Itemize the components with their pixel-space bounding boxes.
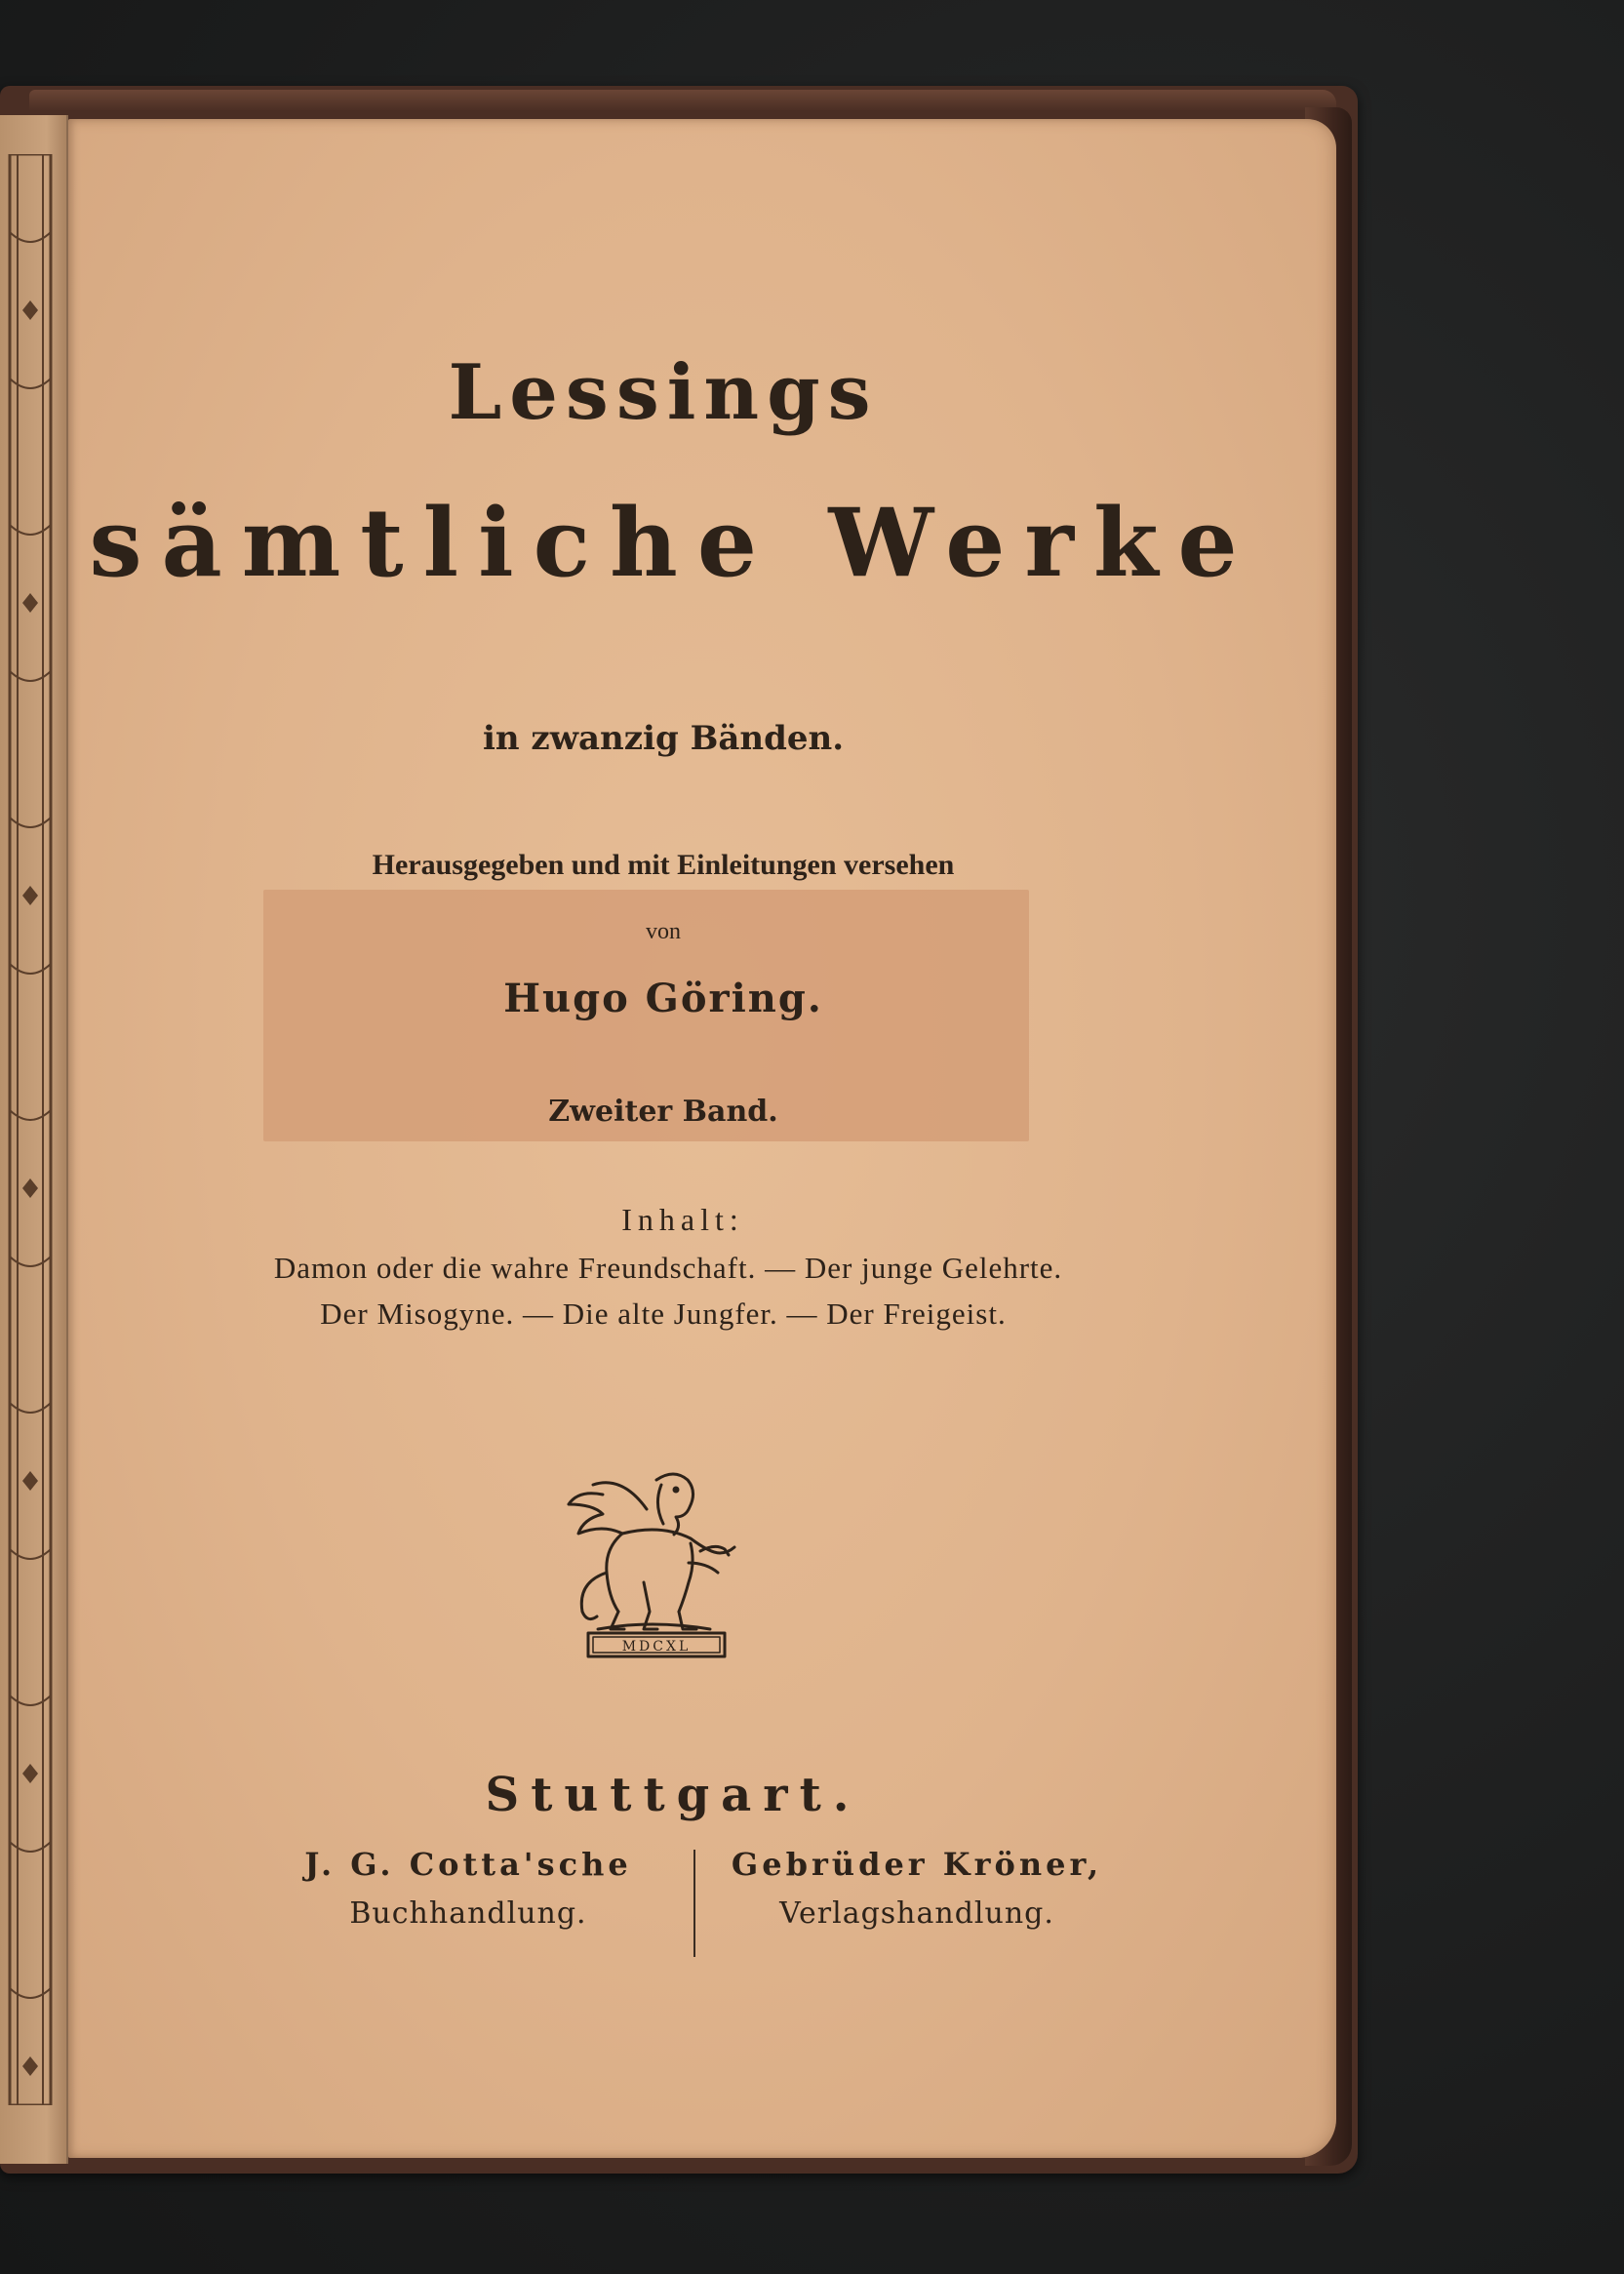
contents-line: Der Misogyne. — Die alte Jungfer. — Der Freigeist.: [320, 1297, 1007, 1331]
book-subtitle: in zwanzig Bänden.: [482, 719, 845, 758]
publisher-right-kind: Verlagshandlung.: [779, 1896, 1054, 1931]
publishers-block: [263, 1846, 1122, 1982]
book-title-main: sämtliche Werke: [89, 488, 1257, 598]
publication-place: Stuttgart.: [485, 1768, 861, 1822]
title-page: [68, 119, 1336, 2158]
publisher-left-kind: Buchhandlung.: [349, 1896, 587, 1931]
emblem-year: MDCXL: [621, 1639, 692, 1655]
contents-line: Damon oder die wahre Freundschaft. — Der junge Gelehrte.: [273, 1251, 1063, 1285]
editor-note: Herausgegeben und mit Einleitungen versehen: [372, 849, 955, 881]
publisher-left: [263, 1846, 673, 1931]
publisher-right-name: Gebrüder Kröner,: [731, 1846, 1103, 1883]
editor-by: von: [646, 919, 681, 944]
publisher-divider: [693, 1850, 695, 1957]
editor-name: Hugo Göring.: [503, 976, 823, 1021]
griffin-lion-emblem-icon: [564, 1465, 739, 1660]
contents-label: Inhalt:: [621, 1202, 744, 1237]
volume-label: Zweiter Band.: [548, 1095, 778, 1129]
publisher-right: [712, 1846, 1122, 1931]
book-title-author: Lessings: [448, 348, 879, 437]
book-cover-top-edge: [29, 90, 1336, 111]
publisher-left-name: J. G. Cotta'sche: [304, 1846, 632, 1883]
